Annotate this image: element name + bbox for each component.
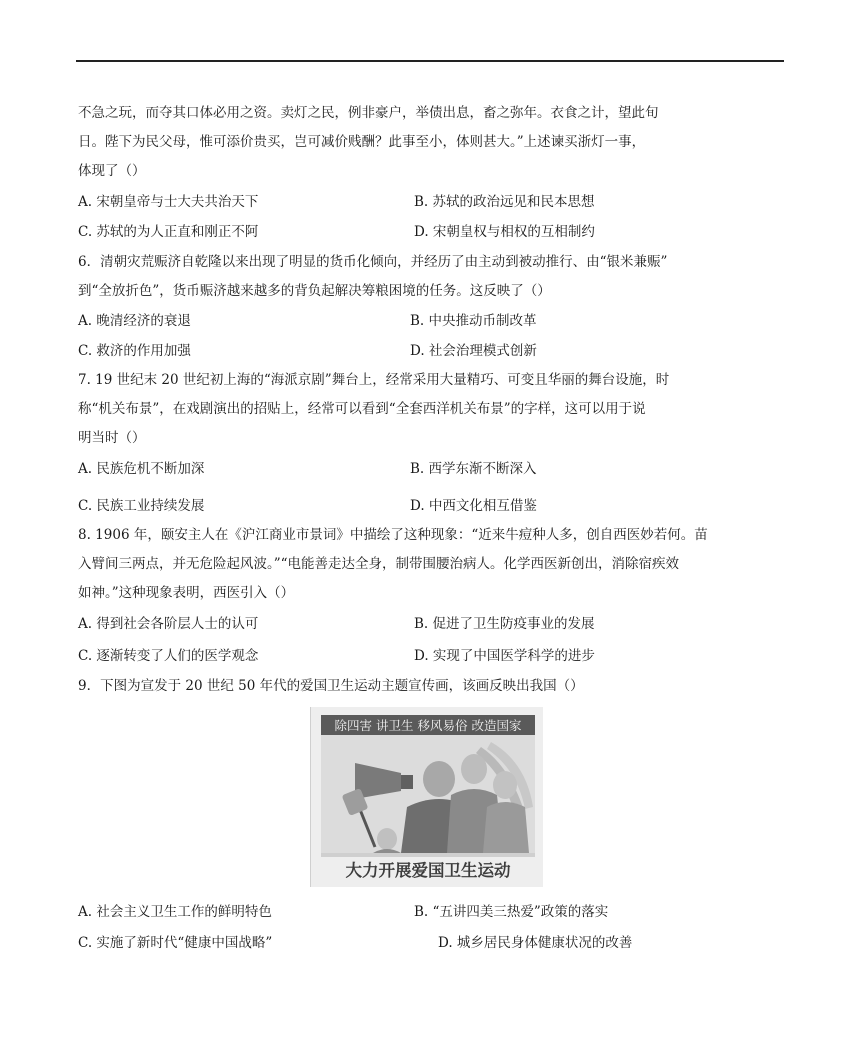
q7-stem-line-1: 7. 19 世纪末 20 世纪初上海的“海派京剧”舞台上，经常采用大量精巧、可变且华丽的舞台设施，时 xyxy=(78,372,670,388)
q6-option-b[interactable]: B. 中央推动币制改革 xyxy=(410,313,537,329)
q8-stem-line-3: 如神。”这种现象表明，西医引入（） xyxy=(78,585,295,601)
q8-stem-line-1: 8. 1906 年，颐安主人在《沪江商业市景词》中描绘了这种现象：“近来牛痘种人多，创自西医妙若何。苗 xyxy=(78,527,708,543)
q6-stem-line-2: 到“全放折色”，货币赈济越来越多的背负起解决筹粮困境的任务。这反映了（） xyxy=(78,283,551,299)
q5-option-c[interactable]: C. 苏轼的为人正直和刚正不阿 xyxy=(78,224,259,240)
q7-stem-line-3: 明当时（） xyxy=(78,430,146,446)
q8-option-a[interactable]: A. 得到社会各阶层人士的认可 xyxy=(78,616,259,632)
q5-stem-line-1: 不急之玩，而夺其口体必用之资。卖灯之民，例非豪户，举债出息，畜之弥年。衣食之计，望此旬 xyxy=(78,105,659,121)
q7-option-d[interactable]: D. 中西文化相互借鉴 xyxy=(410,498,537,514)
q6-option-c[interactable]: C. 救济的作用加强 xyxy=(78,343,191,359)
q7-option-b[interactable]: B. 西学东渐不断深入 xyxy=(410,461,537,477)
q9-option-b[interactable]: B. “五讲四美三热爱”政策的落实 xyxy=(414,904,609,920)
q5-stem-line-3: 体现了（） xyxy=(78,163,146,179)
q5-option-d[interactable]: D. 宋朝皇权与相权的互相制约 xyxy=(414,224,595,240)
q8-stem-line-2: 入臂间三两点，并无危险起风波。”“电能善走达全身，制带围腰治病人。化学西医新创出，消除宿疾效 xyxy=(78,556,680,572)
q9-option-c[interactable]: C. 实施了新时代“健康中国战略” xyxy=(78,935,273,951)
q5-option-b[interactable]: B. 苏轼的政治远见和民本思想 xyxy=(414,194,595,210)
q9-option-d[interactable]: D. 城乡居民身体健康状况的改善 xyxy=(438,935,633,951)
q7-option-a[interactable]: A. 民族危机不断加深 xyxy=(78,461,205,477)
q5-stem-line-2: 日。陛下为民父母，惟可添价贵买，岂可减价贱酬？此事至小，体则甚大。”上述谏买浙灯一事， xyxy=(78,134,646,150)
header-rule xyxy=(76,60,784,62)
q7-option-c[interactable]: C. 民族工业持续发展 xyxy=(78,498,205,514)
poster-top-slogan: 除四害 讲卫生 移风易俗 改造国家 xyxy=(334,718,522,733)
q6-stem-line-1: 6．清朝灾荒赈济自乾隆以来出现了明显的货币化倾向，并经历了由主动到被动推行、由“银米兼赈” xyxy=(78,254,668,270)
poster-bottom-slogan: 大力开展爱国卫生运动 xyxy=(345,861,511,880)
q9-option-a[interactable]: A. 社会主义卫生工作的鲜明特色 xyxy=(78,904,272,920)
q9-stem: 9．下图为宣发于 20 世纪 50 年代的爱国卫生运动主题宣传画，该画反映出我国（） xyxy=(78,678,584,694)
q6-option-d[interactable]: D. 社会治理模式创新 xyxy=(410,343,537,359)
poster-illustration xyxy=(311,707,543,887)
q8-option-d[interactable]: D. 实现了中国医学科学的进步 xyxy=(414,648,595,664)
patriotic-health-poster xyxy=(310,707,543,887)
q5-option-a[interactable]: A. 宋朝皇帝与士大夫共治天下 xyxy=(78,194,259,210)
q7-stem-line-2: 称“机关布景”，在戏剧演出的招贴上，经常可以看到“全套西洋机关布景”的字样，这可以用于说 xyxy=(78,401,646,417)
q8-option-b[interactable]: B. 促进了卫生防疫事业的发展 xyxy=(414,616,595,632)
q8-option-c[interactable]: C. 逐渐转变了人们的医学观念 xyxy=(78,648,259,664)
q6-option-a[interactable]: A. 晚清经济的衰退 xyxy=(78,313,191,329)
